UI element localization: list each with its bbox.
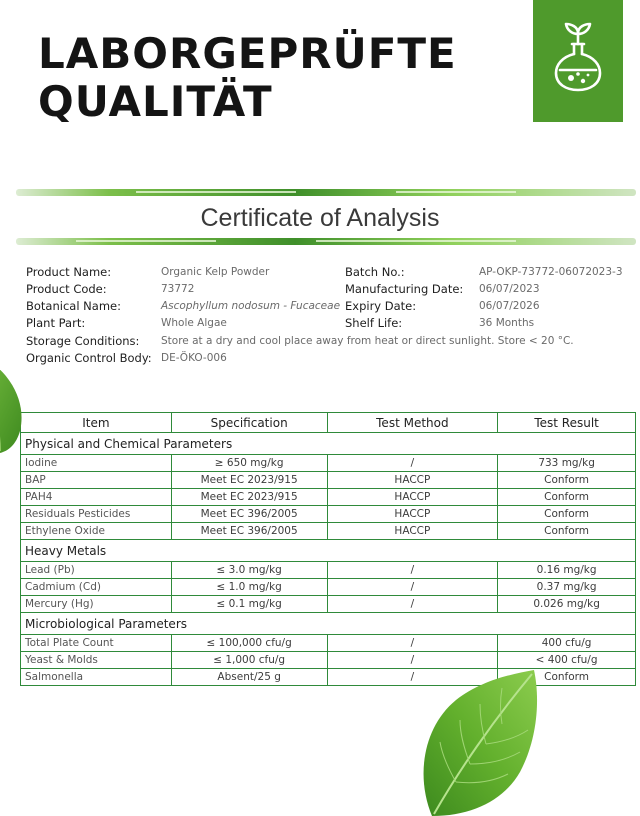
section-header-microbiological — [21, 613, 636, 635]
shelf-life-value: 36 Months — [479, 317, 535, 329]
column-header-test-result: Test Result — [498, 413, 636, 433]
test-method-cell: / — [327, 652, 498, 669]
test-result-cell: 0.37 mg/kg — [498, 579, 636, 596]
section-header-physical-chemical — [21, 433, 636, 455]
organic-control-body-value: DE-ÖKO-006 — [161, 352, 227, 364]
lab-badge — [533, 0, 623, 122]
column-header-item: Item — [21, 413, 172, 433]
specification-cell: Absent/25 g — [171, 669, 327, 686]
table-row — [21, 506, 636, 523]
section-header-heavy-metals — [21, 540, 636, 562]
item-cell: Cadmium (Cd) — [21, 579, 172, 596]
specification-cell: ≤ 1,000 cfu/g — [171, 652, 327, 669]
table-row — [21, 596, 636, 613]
test-method-cell: / — [327, 455, 498, 472]
column-header-test-method: Test Method — [327, 413, 498, 433]
manufacturing-date-label: Manufacturing Date: — [345, 282, 464, 296]
headline-line-1: LABORGEPRÜFTE — [38, 29, 457, 78]
item-cell: BAP — [21, 472, 172, 489]
section-title: Physical and Chemical Parameters — [21, 433, 636, 455]
botanical-name-value: Ascophyllum nodosum - Fucaceae — [161, 300, 341, 312]
plant-part-label: Plant Part: — [26, 316, 86, 330]
batch-no-value: AP-OKP-73772-06072023-3 — [479, 266, 623, 278]
table-row — [21, 635, 636, 652]
expiry-date-value: 06/07/2026 — [479, 300, 540, 312]
section-title: Microbiological Parameters — [21, 613, 636, 635]
test-method-cell: HACCP — [327, 472, 498, 489]
storage-conditions-value: Store at a dry and cool place away from heat or direct sunlight. Store < 20 °C. — [161, 335, 574, 347]
table-row — [21, 652, 636, 669]
test-result-cell: 0.16 mg/kg — [498, 562, 636, 579]
analysis-table — [20, 412, 636, 686]
test-result-cell: Conform — [498, 669, 636, 686]
test-method-cell: / — [327, 596, 498, 613]
item-cell: Iodine — [21, 455, 172, 472]
test-result-cell: 733 mg/kg — [498, 455, 636, 472]
test-result-cell: Conform — [498, 523, 636, 540]
item-cell: Mercury (Hg) — [21, 596, 172, 613]
test-method-cell: / — [327, 562, 498, 579]
test-result-cell: < 400 cfu/g — [498, 652, 636, 669]
specification-cell: Meet EC 2023/915 — [171, 472, 327, 489]
column-header-specification: Specification — [171, 413, 327, 433]
table-row — [21, 472, 636, 489]
table-header-row — [21, 413, 636, 433]
section-title: Heavy Metals — [21, 540, 636, 562]
table-row — [21, 579, 636, 596]
botanical-name-label: Botanical Name: — [26, 299, 121, 313]
test-method-cell: HACCP — [327, 489, 498, 506]
specification-cell: ≤ 0.1 mg/kg — [171, 596, 327, 613]
table-row — [21, 562, 636, 579]
specification-cell: ≤ 1.0 mg/kg — [171, 579, 327, 596]
specification-cell: Meet EC 2023/915 — [171, 489, 327, 506]
specification-cell: Meet EC 396/2005 — [171, 506, 327, 523]
item-cell: Residuals Pesticides — [21, 506, 172, 523]
product-code-value: 73772 — [161, 283, 195, 295]
manufacturing-date-value: 06/07/2023 — [479, 283, 540, 295]
test-result-cell: 400 cfu/g — [498, 635, 636, 652]
organic-control-body-label: Organic Control Body: — [26, 351, 152, 365]
item-cell: Yeast & Molds — [21, 652, 172, 669]
item-cell: Total Plate Count — [21, 635, 172, 652]
item-cell: Salmonella — [21, 669, 172, 686]
headline-line-2: QUALITÄT — [38, 77, 273, 126]
item-cell: Ethylene Oxide — [21, 523, 172, 540]
test-method-cell: HACCP — [327, 523, 498, 540]
lab-flask-sprout-icon — [552, 18, 604, 92]
leaf-bottom-right-icon — [412, 668, 542, 816]
shelf-life-label: Shelf Life: — [345, 316, 403, 330]
test-result-cell: Conform — [498, 489, 636, 506]
table-row — [21, 523, 636, 540]
table-row — [21, 455, 636, 472]
product-name-label: Product Name: — [26, 265, 112, 279]
item-cell: PAH4 — [21, 489, 172, 506]
product-name-value: Organic Kelp Powder — [161, 266, 270, 278]
specification-cell: ≥ 650 mg/kg — [171, 455, 327, 472]
item-cell: Lead (Pb) — [21, 562, 172, 579]
test-method-cell: HACCP — [327, 506, 498, 523]
test-result-cell: Conform — [498, 506, 636, 523]
leaf-left-icon — [0, 345, 32, 455]
certificate-title: Certificate of Analysis — [200, 204, 440, 232]
table-row — [21, 669, 636, 686]
specification-cell: ≤ 3.0 mg/kg — [171, 562, 327, 579]
decorative-band-bottom — [16, 238, 636, 245]
product-code-label: Product Code: — [26, 282, 107, 296]
storage-conditions-label: Storage Conditions: — [26, 334, 140, 348]
specification-cell: ≤ 100,000 cfu/g — [171, 635, 327, 652]
test-result-cell: Conform — [498, 472, 636, 489]
test-method-cell: / — [327, 669, 498, 686]
decorative-band-top — [16, 189, 636, 196]
batch-no-label: Batch No.: — [345, 265, 405, 279]
specification-cell: Meet EC 396/2005 — [171, 523, 327, 540]
test-method-cell: / — [327, 635, 498, 652]
table-row — [21, 489, 636, 506]
headline — [38, 30, 457, 126]
test-method-cell: / — [327, 579, 498, 596]
plant-part-value: Whole Algae — [161, 317, 227, 329]
expiry-date-label: Expiry Date: — [345, 299, 417, 313]
test-result-cell: 0.026 mg/kg — [498, 596, 636, 613]
